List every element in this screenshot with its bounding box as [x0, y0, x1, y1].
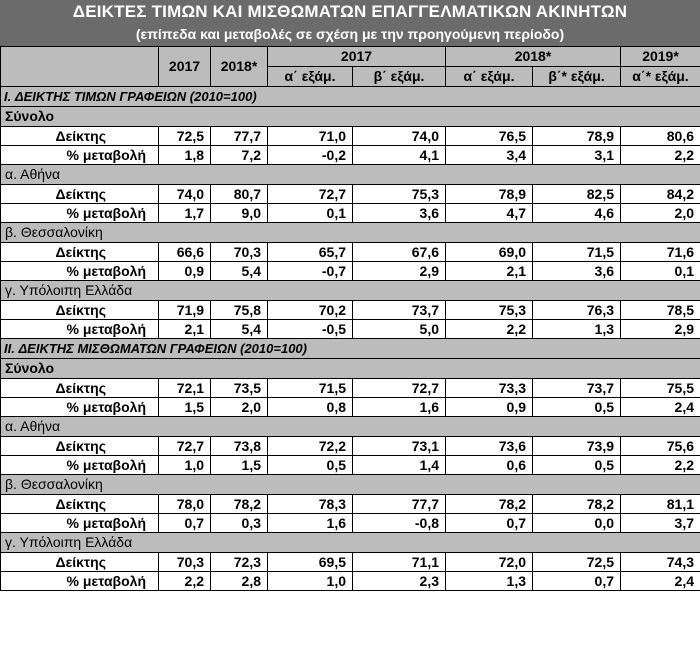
value-cell: 1,4	[353, 456, 446, 475]
header-h2-2017: β΄ εξάμ.	[353, 67, 446, 87]
value-cell: 72,1	[159, 379, 211, 398]
value-cell: 0,9	[159, 262, 211, 281]
value-cell: 72,7	[353, 379, 446, 398]
value-cell: 2,9	[353, 262, 446, 281]
value-cell: 77,7	[353, 495, 446, 514]
value-cell: 75,6	[621, 437, 700, 456]
change-row	[1, 146, 700, 165]
row-label: % μεταβολή	[1, 320, 159, 339]
value-cell: 70,3	[159, 553, 211, 572]
change-row	[1, 398, 700, 417]
value-cell: 75,5	[621, 379, 700, 398]
value-cell: 71,9	[159, 301, 211, 320]
table-title: ΔΕΙΚΤΕΣ ΤΙΜΩΝ ΚΑΙ ΜΙΣΘΩΜΑΤΩΝ ΕΠΑΓΓΕΛΜΑΤΙΚΩΝ ΑΚΙΝΗΤΩΝ	[72, 2, 628, 21]
value-cell: 74,0	[159, 185, 211, 204]
index-row	[1, 379, 700, 398]
header-h1-2017: α΄ εξάμ.	[268, 67, 353, 87]
change-row	[1, 456, 700, 475]
section-header-row	[1, 339, 700, 359]
value-cell: 1,3	[533, 320, 621, 339]
group-header-row	[1, 359, 700, 379]
group-title: γ. Υπόλοιπη Ελλάδα	[1, 533, 700, 553]
value-cell: 73,6	[446, 437, 533, 456]
value-cell: 72,2	[268, 437, 353, 456]
row-label: Δείκτης	[1, 495, 159, 514]
header-year-2017: 2017	[159, 47, 211, 87]
value-cell: 2,4	[621, 572, 700, 591]
value-cell: 2,2	[159, 572, 211, 591]
header-group-2018: 2018*	[446, 47, 621, 67]
value-cell: 2,0	[621, 204, 700, 223]
value-cell: 3,1	[533, 146, 621, 165]
value-cell: 73,8	[211, 437, 268, 456]
value-cell: 78,0	[159, 495, 211, 514]
value-cell: 4,7	[446, 204, 533, 223]
change-row	[1, 514, 700, 533]
value-cell: 0,7	[533, 572, 621, 591]
value-cell: 73,3	[446, 379, 533, 398]
value-cell: 81,1	[621, 495, 700, 514]
value-cell: 73,7	[533, 379, 621, 398]
value-cell: 0,8	[268, 398, 353, 417]
value-cell: 80,7	[211, 185, 268, 204]
value-cell: 76,3	[533, 301, 621, 320]
value-cell: 78,9	[446, 185, 533, 204]
header-blank-cell	[1, 47, 159, 87]
value-cell: 0,9	[446, 398, 533, 417]
value-cell: 74,3	[621, 553, 700, 572]
group-title: β. Θεσσαλονίκη	[1, 475, 700, 495]
value-cell: 72,7	[268, 185, 353, 204]
value-cell: 71,5	[268, 379, 353, 398]
value-cell: 72,5	[159, 127, 211, 146]
value-cell: 3,6	[353, 204, 446, 223]
value-cell: 72,5	[533, 553, 621, 572]
group-header-row	[1, 475, 700, 495]
row-label: % μεταβολή	[1, 398, 159, 417]
index-row	[1, 127, 700, 146]
change-row	[1, 262, 700, 281]
value-cell: 4,1	[353, 146, 446, 165]
value-cell: 71,1	[353, 553, 446, 572]
group-title: Σύνολο	[1, 359, 700, 379]
value-cell: 0,5	[268, 456, 353, 475]
value-cell: 1,0	[268, 572, 353, 591]
value-cell: 1,6	[353, 398, 446, 417]
value-cell: 0,7	[159, 514, 211, 533]
value-cell: 80,6	[621, 127, 700, 146]
value-cell: 2,8	[211, 572, 268, 591]
value-cell: 78,2	[446, 495, 533, 514]
value-cell: 2,0	[211, 398, 268, 417]
value-cell: 71,5	[533, 243, 621, 262]
value-cell: 74,0	[353, 127, 446, 146]
group-header-row	[1, 533, 700, 553]
value-cell: 71,0	[268, 127, 353, 146]
value-cell: -0,5	[268, 320, 353, 339]
value-cell: -0,8	[353, 514, 446, 533]
row-label: % μεταβολή	[1, 514, 159, 533]
index-row	[1, 301, 700, 320]
value-cell: 66,6	[159, 243, 211, 262]
value-cell: 5,4	[211, 262, 268, 281]
group-header-row	[1, 107, 700, 127]
index-row	[1, 185, 700, 204]
value-cell: 1,6	[268, 514, 353, 533]
value-cell: -0,7	[268, 262, 353, 281]
index-row	[1, 495, 700, 514]
row-label: Δείκτης	[1, 437, 159, 456]
value-cell: 2,9	[621, 320, 700, 339]
value-cell: 76,5	[446, 127, 533, 146]
price-rent-index-table	[0, 46, 700, 591]
header-h1-2018: α΄ εξάμ.	[446, 67, 533, 87]
row-label: Δείκτης	[1, 185, 159, 204]
group-title: Σύνολο	[1, 107, 700, 127]
value-cell: 4,6	[533, 204, 621, 223]
value-cell: 73,9	[533, 437, 621, 456]
value-cell: 73,1	[353, 437, 446, 456]
value-cell: 1,3	[446, 572, 533, 591]
group-title: α. Αθήνα	[1, 165, 700, 185]
row-label: % μεταβολή	[1, 146, 159, 165]
value-cell: 2,1	[446, 262, 533, 281]
group-header-row	[1, 417, 700, 437]
title-banner	[0, 0, 700, 46]
value-cell: 2,3	[353, 572, 446, 591]
value-cell: 3,7	[621, 514, 700, 533]
header-group-2017: 2017	[268, 47, 446, 67]
value-cell: 2,2	[621, 456, 700, 475]
row-label: Δείκτης	[1, 379, 159, 398]
value-cell: 0,5	[533, 456, 621, 475]
value-cell: 72,3	[211, 553, 268, 572]
row-label: Δείκτης	[1, 553, 159, 572]
section-title: I. ΔΕΙΚΤΗΣ ΤΙΜΩΝ ΓΡΑΦΕΙΩΝ (2010=100)	[1, 87, 700, 107]
value-cell: 75,3	[446, 301, 533, 320]
value-cell: 2,2	[446, 320, 533, 339]
group-header-row	[1, 281, 700, 301]
value-cell: 1,5	[159, 398, 211, 417]
value-cell: 1,7	[159, 204, 211, 223]
value-cell: 72,7	[159, 437, 211, 456]
value-cell: 0,6	[446, 456, 533, 475]
table-subtitle: (επίπεδα και μεταβολές σε σχέση με την προηγούμενη περίοδο)	[135, 26, 565, 42]
index-row	[1, 437, 700, 456]
value-cell: 82,5	[533, 185, 621, 204]
value-cell: 78,5	[621, 301, 700, 320]
row-label: Δείκτης	[1, 243, 159, 262]
value-cell: 78,3	[268, 495, 353, 514]
value-cell: 0,7	[446, 514, 533, 533]
value-cell: 3,4	[446, 146, 533, 165]
value-cell: 70,3	[211, 243, 268, 262]
value-cell: 0,1	[621, 262, 700, 281]
header-h1-2019: α΄* εξάμ.	[621, 67, 700, 87]
group-title: α. Αθήνα	[1, 417, 700, 437]
value-cell: 0,0	[533, 514, 621, 533]
value-cell: 7,2	[211, 146, 268, 165]
value-cell: 72,0	[446, 553, 533, 572]
value-cell: 2,4	[621, 398, 700, 417]
value-cell: 1,5	[211, 456, 268, 475]
value-cell: 5,0	[353, 320, 446, 339]
value-cell: 73,5	[211, 379, 268, 398]
group-header-row	[1, 223, 700, 243]
group-title: β. Θεσσαλονίκη	[1, 223, 700, 243]
value-cell: 2,1	[159, 320, 211, 339]
value-cell: 5,4	[211, 320, 268, 339]
value-cell: 77,7	[211, 127, 268, 146]
change-row	[1, 320, 700, 339]
value-cell: 0,3	[211, 514, 268, 533]
change-row	[1, 204, 700, 223]
index-row	[1, 243, 700, 262]
value-cell: 69,0	[446, 243, 533, 262]
value-cell: 78,2	[211, 495, 268, 514]
header-row-years	[1, 47, 700, 67]
row-label: % μεταβολή	[1, 456, 159, 475]
value-cell: 1,8	[159, 146, 211, 165]
value-cell: 70,2	[268, 301, 353, 320]
value-cell: 71,6	[621, 243, 700, 262]
value-cell: -0,2	[268, 146, 353, 165]
value-cell: 0,5	[533, 398, 621, 417]
header-h2-2018: β΄* εξάμ.	[533, 67, 621, 87]
row-label: Δείκτης	[1, 127, 159, 146]
value-cell: 65,7	[268, 243, 353, 262]
section-header-row	[1, 87, 700, 107]
value-cell: 84,2	[621, 185, 700, 204]
value-cell: 75,8	[211, 301, 268, 320]
row-label: Δείκτης	[1, 301, 159, 320]
value-cell: 78,2	[533, 495, 621, 514]
section-title: II. ΔΕΙΚΤΗΣ ΜΙΣΘΩΜΑΤΩΝ ΓΡΑΦΕΙΩΝ (2010=100)	[1, 339, 700, 359]
value-cell: 73,7	[353, 301, 446, 320]
row-label: % μεταβολή	[1, 204, 159, 223]
table-body	[1, 87, 700, 591]
change-row	[1, 572, 700, 591]
group-header-row	[1, 165, 700, 185]
row-label: % μεταβολή	[1, 262, 159, 281]
value-cell: 3,6	[533, 262, 621, 281]
value-cell: 2,2	[621, 146, 700, 165]
value-cell: 67,6	[353, 243, 446, 262]
value-cell: 1,0	[159, 456, 211, 475]
index-row	[1, 553, 700, 572]
header-group-2019: 2019*	[621, 47, 700, 67]
value-cell: 69,5	[268, 553, 353, 572]
group-title: γ. Υπόλοιπη Ελλάδα	[1, 281, 700, 301]
value-cell: 9,0	[211, 204, 268, 223]
header-year-2018: 2018*	[211, 47, 268, 87]
value-cell: 0,1	[268, 204, 353, 223]
value-cell: 78,9	[533, 127, 621, 146]
value-cell: 75,3	[353, 185, 446, 204]
row-label: % μεταβολή	[1, 572, 159, 591]
